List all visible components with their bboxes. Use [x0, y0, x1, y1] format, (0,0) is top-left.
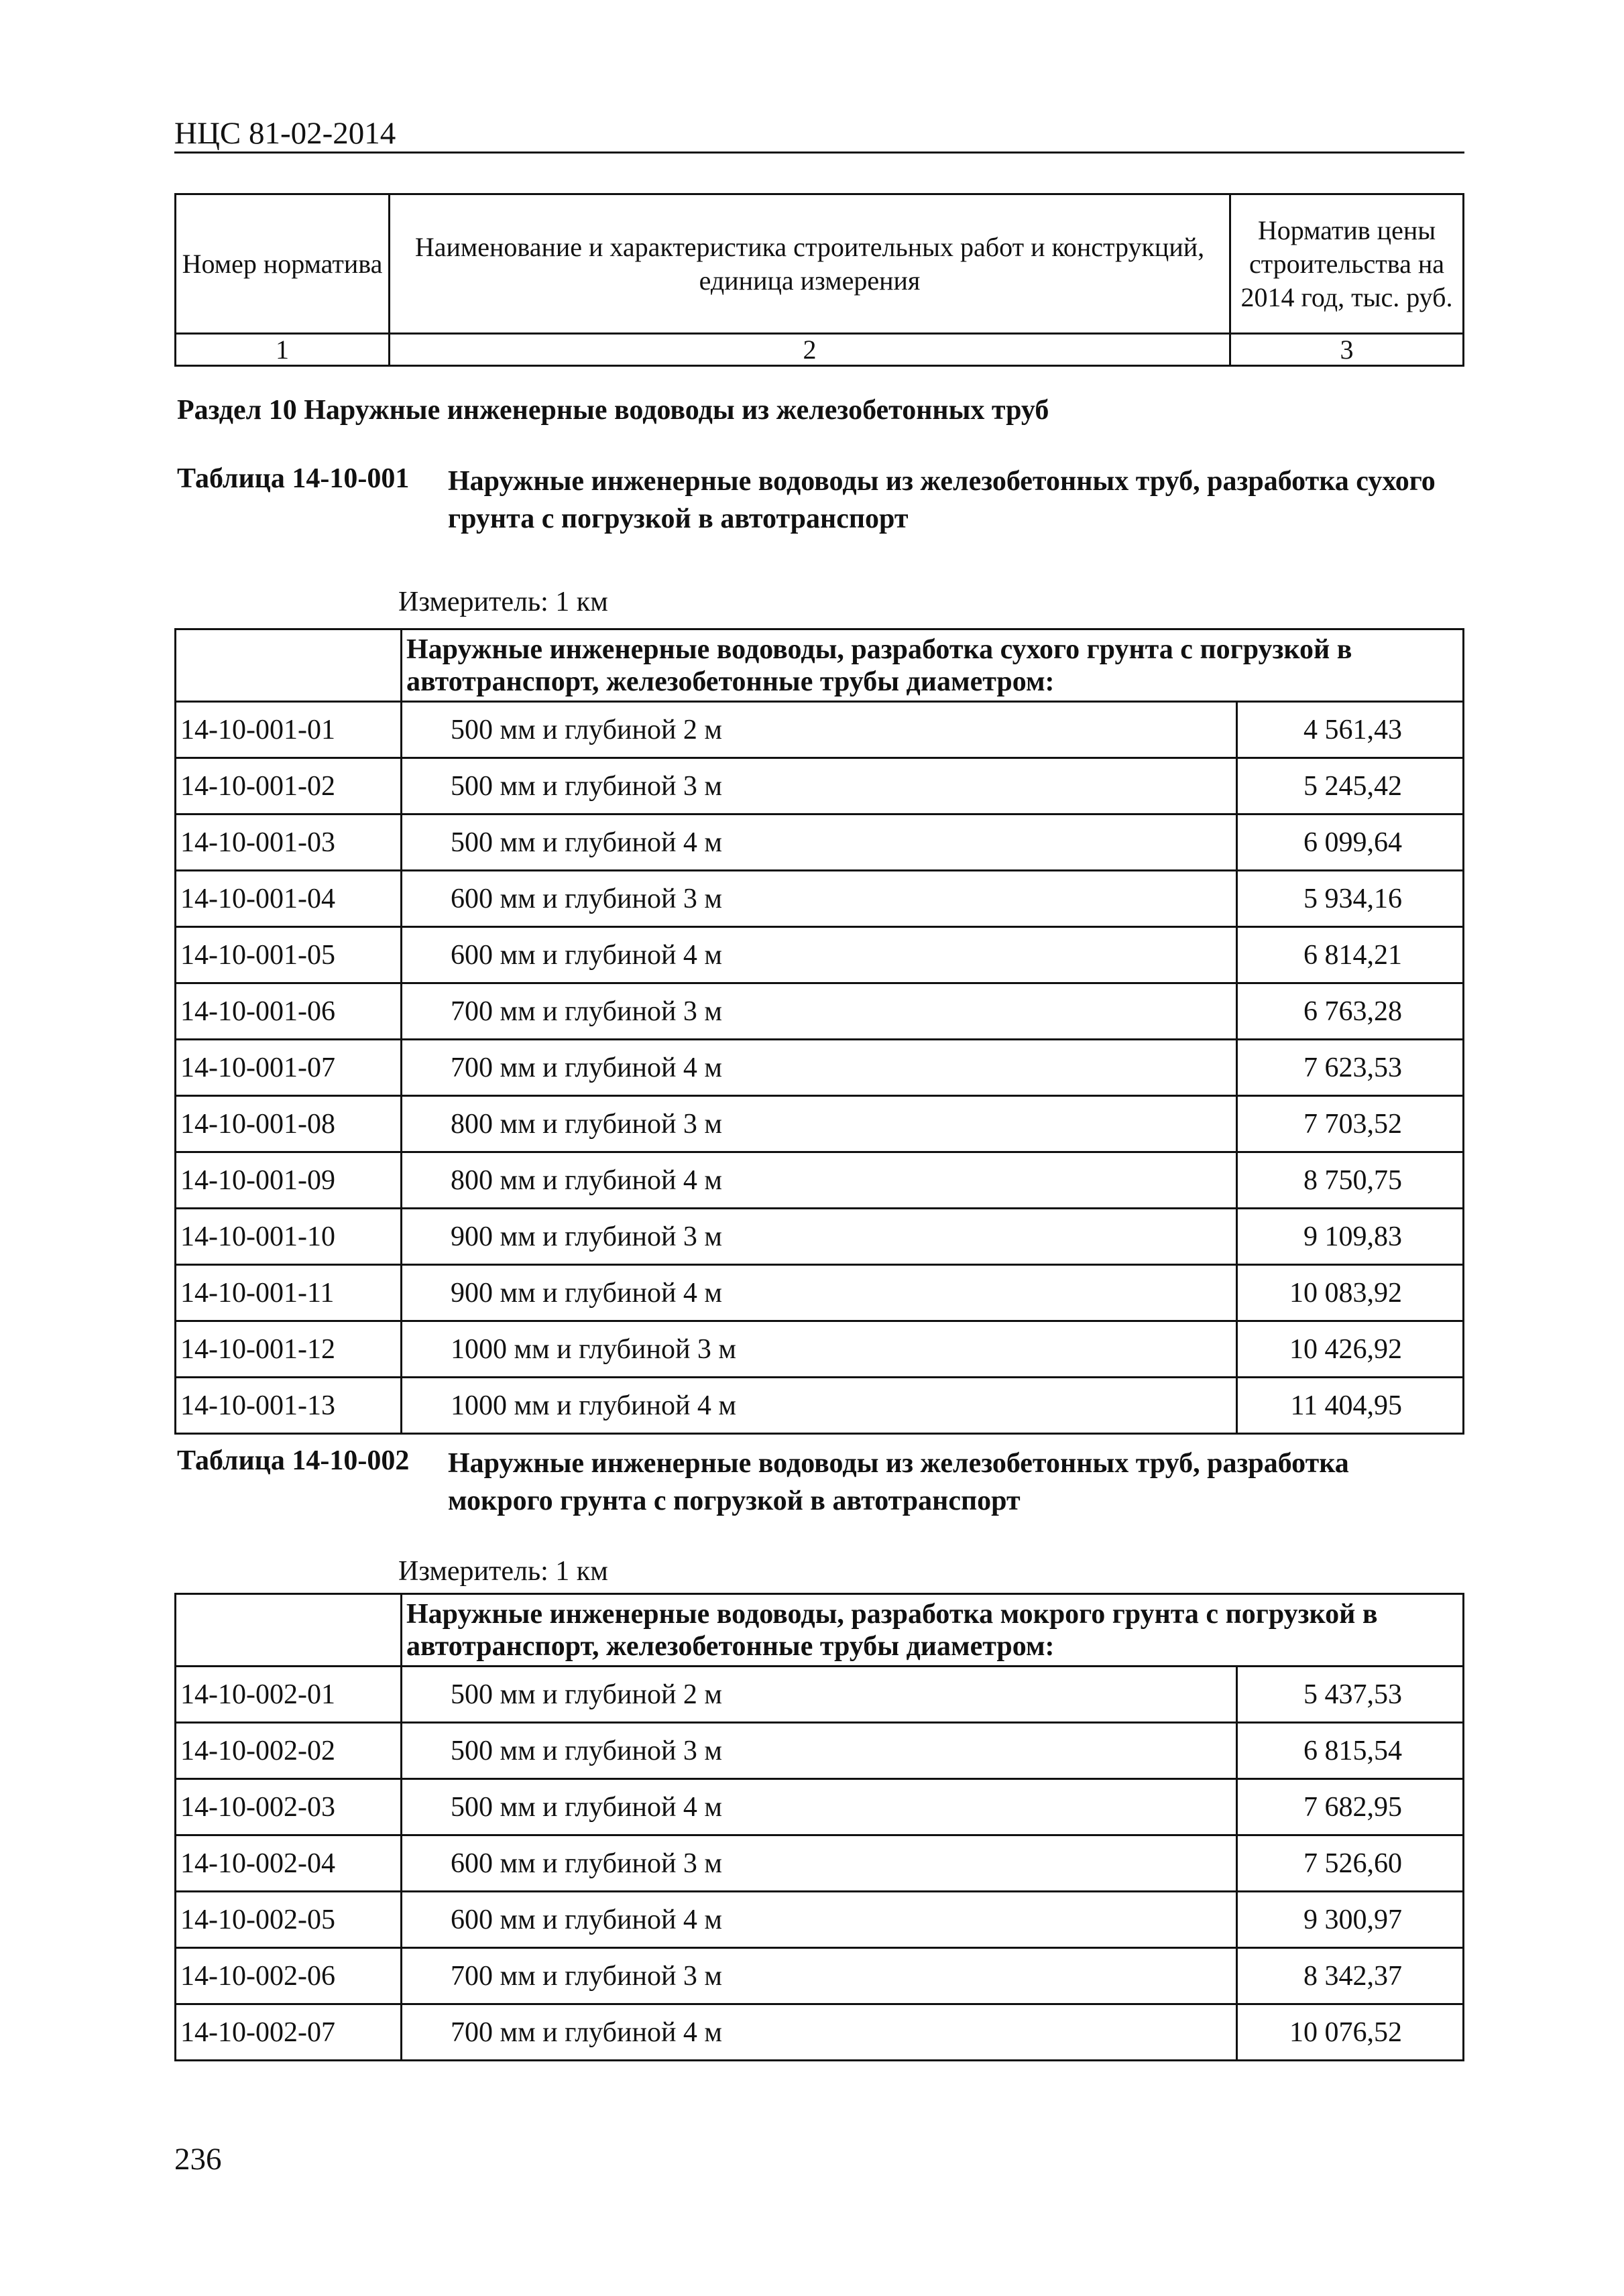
- work-description: 1000 мм и глубиной 3 м: [402, 1321, 1237, 1378]
- col-header-price: Норматив цены строительства на 2014 год, тыс. руб.: [1230, 194, 1464, 334]
- column-header-table: [174, 193, 1464, 367]
- table-row: [176, 702, 1464, 758]
- table-row: [176, 1835, 1464, 1892]
- table-row: [176, 758, 1464, 814]
- work-description: 500 мм и глубиной 3 м: [402, 758, 1237, 814]
- work-description: 500 мм и глубиной 4 м: [402, 814, 1237, 871]
- norm-code: 14-10-001-04: [176, 871, 402, 927]
- table2-body: [176, 1594, 1464, 2061]
- work-description: 600 мм и глубиной 4 м: [402, 927, 1237, 983]
- work-description: 800 мм и глубиной 3 м: [402, 1096, 1237, 1152]
- price-value: 7 623,53: [1237, 1040, 1464, 1096]
- norm-code: 14-10-001-13: [176, 1378, 402, 1434]
- norm-code: 14-10-001-06: [176, 983, 402, 1040]
- document-code: НЦС 81-02-2014: [174, 116, 396, 151]
- table-row: [176, 1040, 1464, 1096]
- norm-code: 14-10-002-01: [176, 1667, 402, 1723]
- norm-code: 14-10-001-09: [176, 1152, 402, 1209]
- work-description: 900 мм и глубиной 3 м: [402, 1209, 1237, 1265]
- table-row: [176, 1265, 1464, 1321]
- price-value: 6 099,64: [1237, 814, 1464, 871]
- table-row: [176, 814, 1464, 871]
- work-description: 500 мм и глубиной 2 м: [402, 1667, 1237, 1723]
- table-row: [176, 1948, 1464, 2004]
- price-value: 6 814,21: [1237, 927, 1464, 983]
- norm-code: 14-10-001-12: [176, 1321, 402, 1378]
- col-number-1: 1: [176, 334, 390, 366]
- work-description: 900 мм и глубиной 4 м: [402, 1265, 1237, 1321]
- work-description: 600 мм и глубиной 3 м: [402, 1835, 1237, 1892]
- price-value: 7 703,52: [1237, 1096, 1464, 1152]
- table-row: [176, 1667, 1464, 1723]
- price-value: 5 934,16: [1237, 871, 1464, 927]
- table-row: [176, 983, 1464, 1040]
- table2-group-empty-cell: [176, 1594, 402, 1667]
- col-header-number: Номер норматива: [176, 194, 390, 334]
- norm-code: 14-10-001-02: [176, 758, 402, 814]
- price-value: 8 750,75: [1237, 1152, 1464, 1209]
- price-value: 6 763,28: [1237, 983, 1464, 1040]
- price-value: 5 245,42: [1237, 758, 1464, 814]
- table-row: [176, 1892, 1464, 1948]
- price-value: 4 561,43: [1237, 702, 1464, 758]
- norm-code: 14-10-001-10: [176, 1209, 402, 1265]
- table-row: [176, 1321, 1464, 1378]
- table-row: [176, 1378, 1464, 1434]
- table-row: [176, 871, 1464, 927]
- page-number: 236: [174, 2142, 222, 2177]
- table1-group-empty-cell: [176, 629, 402, 702]
- price-value: 6 815,54: [1237, 1723, 1464, 1779]
- work-description: 1000 мм и глубиной 4 м: [402, 1378, 1237, 1434]
- price-value: 10 426,92: [1237, 1321, 1464, 1378]
- table1-title: Наружные инженерные водоводы из железобетонных труб, разработка сухого грунта с погрузкой в автотранспорт: [448, 466, 1436, 534]
- work-description: 700 мм и глубиной 4 м: [402, 2004, 1237, 2061]
- table2: [174, 1593, 1464, 2061]
- col-number-3: 3: [1230, 334, 1464, 366]
- price-value: 5 437,53: [1237, 1667, 1464, 1723]
- table1-meter: Измеритель: 1 км: [398, 587, 608, 617]
- work-description: 700 мм и глубиной 4 м: [402, 1040, 1237, 1096]
- work-description: 700 мм и глубиной 3 м: [402, 983, 1237, 1040]
- table-row: [176, 927, 1464, 983]
- norm-code: 14-10-002-02: [176, 1723, 402, 1779]
- table1-label: Таблица 14-10-001: [177, 463, 410, 494]
- work-description: 500 мм и глубиной 4 м: [402, 1779, 1237, 1835]
- norm-code: 14-10-001-08: [176, 1096, 402, 1152]
- header-rule: [174, 152, 1464, 154]
- work-description: 700 мм и глубиной 3 м: [402, 1948, 1237, 2004]
- work-description: 500 мм и глубиной 3 м: [402, 1723, 1237, 1779]
- work-description: 500 мм и глубиной 2 м: [402, 702, 1237, 758]
- table1-group-title: Наружные инженерные водоводы, разработка сухого грунта с погрузкой в автотранспорт, железобетонные трубы диаметром:: [402, 629, 1464, 702]
- norm-code: 14-10-001-11: [176, 1265, 402, 1321]
- norm-code: 14-10-002-06: [176, 1948, 402, 2004]
- price-value: 7 682,95: [1237, 1779, 1464, 1835]
- table2-label: Таблица 14-10-002: [177, 1445, 410, 1476]
- table2-group-title: Наружные инженерные водоводы, разработка мокрого грунта с погрузкой в автотранспорт, железобетонные трубы диаметром:: [402, 1594, 1464, 1667]
- norm-code: 14-10-001-07: [176, 1040, 402, 1096]
- work-description: 800 мм и глубиной 4 м: [402, 1152, 1237, 1209]
- work-description: 600 мм и глубиной 4 м: [402, 1892, 1237, 1948]
- section-title: Раздел 10 Наружные инженерные водоводы из железобетонных труб: [177, 395, 1049, 426]
- norm-code: 14-10-002-05: [176, 1892, 402, 1948]
- price-value: 9 109,83: [1237, 1209, 1464, 1265]
- table-row: [176, 1779, 1464, 1835]
- price-value: 11 404,95: [1237, 1378, 1464, 1434]
- norm-code: 14-10-001-01: [176, 702, 402, 758]
- table1: [174, 628, 1464, 1435]
- price-value: 9 300,97: [1237, 1892, 1464, 1948]
- table-row: [176, 1152, 1464, 1209]
- table1-body: [176, 629, 1464, 1434]
- price-value: 8 342,37: [1237, 1948, 1464, 2004]
- norm-code: 14-10-002-04: [176, 1835, 402, 1892]
- col-number-2: 2: [390, 334, 1230, 366]
- price-value: 10 076,52: [1237, 2004, 1464, 2061]
- table-row: [176, 1209, 1464, 1265]
- table-row: [176, 1723, 1464, 1779]
- norm-code: 14-10-001-05: [176, 927, 402, 983]
- norm-code: 14-10-002-03: [176, 1779, 402, 1835]
- price-value: 10 083,92: [1237, 1265, 1464, 1321]
- table-row: [176, 2004, 1464, 2061]
- table2-meter: Измеритель: 1 км: [398, 1556, 608, 1587]
- table-row: [176, 1096, 1464, 1152]
- norm-code: 14-10-001-03: [176, 814, 402, 871]
- price-value: 7 526,60: [1237, 1835, 1464, 1892]
- table2-title: Наружные инженерные водоводы из железобетонных труб, разработка мокрого грунта с погрузкой в автотранспорт: [448, 1448, 1349, 1516]
- norm-code: 14-10-002-07: [176, 2004, 402, 2061]
- col-header-name: Наименование и характеристика строительных работ и конструкций, единица измерения: [390, 194, 1230, 334]
- work-description: 600 мм и глубиной 3 м: [402, 871, 1237, 927]
